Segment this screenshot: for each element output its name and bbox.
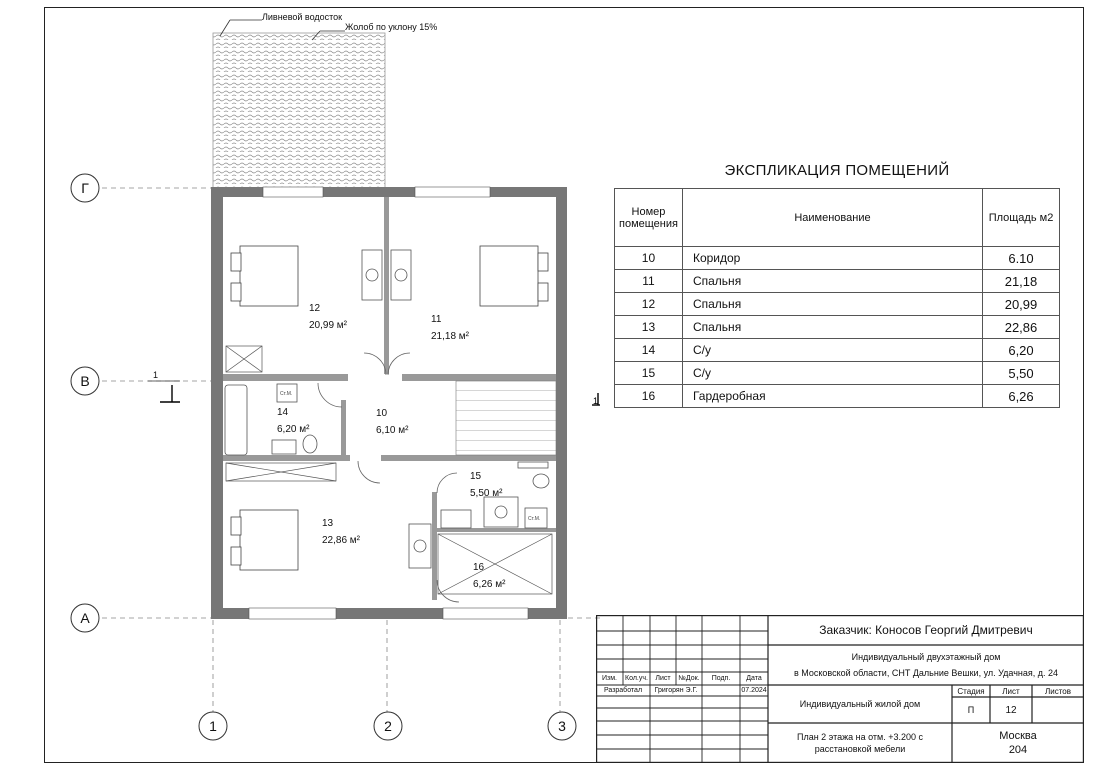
washer-label-14: Ст.М. (280, 391, 293, 397)
col-head-podp: Подп. (711, 675, 731, 682)
room-10-num: 10 (376, 408, 388, 419)
explication-table (614, 188, 1060, 408)
room-15-area: 5,50 м² (470, 488, 503, 499)
room-12-num: 12 (309, 303, 321, 314)
washer-label-15: Ст.М. (528, 516, 541, 522)
sheet-value: 12 (1005, 704, 1017, 716)
room-15-num: 15 (470, 471, 482, 482)
room-12-area: 20,99 м² (309, 320, 348, 331)
room-16-area: 6,26 м² (473, 579, 506, 590)
axis-label-a: А (80, 610, 90, 626)
table-row: 12 Спальня 20,99 (615, 293, 1060, 316)
object-name: Индивидуальный жилой дом (799, 699, 921, 709)
project-line1: Индивидуальный двухэтажный дом (851, 652, 1001, 662)
col-head-list: Лист (655, 675, 671, 682)
stairs (456, 381, 556, 455)
customer: Заказчик: Коносов Георгий Дмитревич (819, 623, 1033, 637)
downpipe-label: Ливневой водосток (262, 12, 343, 22)
table-row: 11 Спальня 21,18 (615, 270, 1060, 293)
sheets-value (1032, 697, 1084, 723)
roof-tiles (213, 33, 385, 188)
stamp-date: 07.2024 (741, 687, 767, 694)
title-block (596, 615, 1084, 763)
stage-value: П (967, 705, 975, 715)
section-mark-left: 1 (153, 370, 159, 380)
col-head-koluch: Кол.уч. (625, 675, 648, 682)
col-head-ndok: №Док. (678, 675, 700, 682)
room-13-area: 22,86 м² (322, 535, 361, 546)
city: Москва (999, 730, 1037, 742)
gutter-label: Жолоб по уклону 15% (345, 22, 438, 32)
project-line2: в Московской области, СНТ Дальние Вешки, ул. Удачная, д. 24 (793, 668, 1058, 678)
table-row: 13 Спальня 22,86 (615, 316, 1060, 339)
room-14-area: 6,20 м² (277, 424, 310, 435)
room-11-area: 21,18 м² (431, 331, 470, 342)
room-16-num: 16 (473, 562, 485, 573)
col-head-izm: Изм. (602, 675, 617, 682)
axis-label-g: Г (81, 180, 89, 196)
axis-label-2: 2 (384, 718, 392, 734)
room-10-area: 6,10 м² (376, 425, 409, 436)
table-row: 16 Гардеробная 6,26 (615, 385, 1060, 408)
header-name: Наименование (682, 189, 982, 247)
col-head-data: Дата (746, 675, 762, 682)
room-14-num: 14 (277, 407, 289, 418)
sheets-label: Листов (1045, 686, 1071, 696)
table-row: 14 С/у 6,20 (615, 339, 1060, 362)
axis-label-v: В (80, 373, 90, 389)
section-mark-right: 1 (593, 396, 599, 406)
table-row: 15 С/у 5,50 (615, 362, 1060, 385)
explication-title: ЭКСПЛИКАЦИЯ ПОМЕЩЕНИЙ (724, 162, 950, 179)
sheet-label: Лист (1002, 686, 1020, 696)
year: 204 (1008, 744, 1028, 756)
axis-label-1: 1 (209, 718, 217, 734)
header-area: Площадь м2 (983, 189, 1060, 247)
developer-name: Григорян Э.Г. (654, 687, 698, 694)
stage-label: Стадия (957, 686, 985, 696)
header-num: Номер помещения (615, 189, 683, 247)
table-row: 10 Коридор 6.10 (615, 247, 1060, 270)
room-13-num: 13 (322, 518, 334, 529)
room-11-num: 11 (431, 314, 442, 325)
developed-label: Разработал (603, 687, 643, 694)
drawing-title: План 2 этажа на отм. +3.200 с расстановкой мебели (796, 732, 924, 754)
axis-label-3: 3 (558, 718, 566, 734)
